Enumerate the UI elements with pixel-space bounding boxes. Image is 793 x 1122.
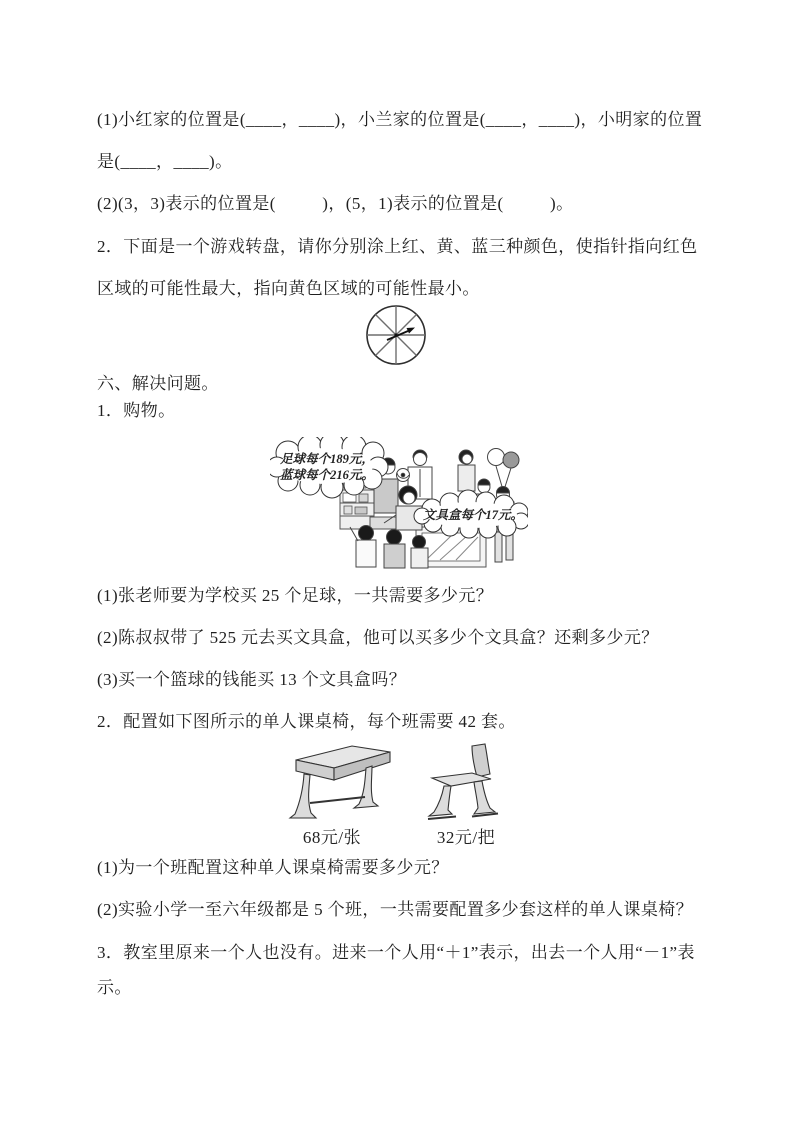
question-title: 2．配置如下图所示的单人课桌椅，每个班需要 42 套。: [97, 712, 516, 731]
question-line: (1)小红家的位置是(____，____)，小兰家的位置是(____，____)，小明家的位置: [97, 110, 703, 129]
question-line: (1)张老师要为学校买 25 个足球，一共需要多少元？: [97, 586, 494, 605]
desk-drawing: [290, 746, 390, 818]
question-line: 3．教室里原来一个人也没有。进来一个人用“＋1”表示，出去一个人用“－1”表: [97, 943, 695, 962]
desk-chair-illustration: [286, 742, 518, 828]
shopping-scene-illustration: [270, 437, 528, 572]
question-line: 区域的可能性最大，指向黄色区域的可能性最小。: [97, 279, 480, 298]
spinner-wheel-figure: [363, 302, 429, 368]
chair-drawing: [428, 744, 498, 819]
bubble-text: 蓝球每个216元。: [280, 468, 374, 482]
bubble-text: 足球每个189元，: [280, 452, 374, 466]
price-bubble-balls: [270, 437, 388, 498]
question-line: (2)(3，3)表示的位置是( )，(5，1)表示的位置是( )。: [97, 194, 574, 213]
desk-price-label: 68元/张: [302, 828, 362, 847]
question-line: 示。: [97, 978, 132, 997]
question-line: (2)陈叔叔带了 525 元去买文具盒，他可以买多少个文具盒？还剩多少元？: [97, 628, 659, 647]
question-line: (3)买一个篮球的钱能买 13 个文具盒吗？: [97, 670, 407, 689]
question-line: 是(____，____)。: [97, 152, 233, 171]
question-title: 1．购物。: [97, 401, 176, 420]
section-title: 六、解决问题。: [97, 374, 219, 393]
question-line: (1)为一个班配置这种单人课桌椅需要多少元？: [97, 858, 449, 877]
question-line: (2)实验小学一至六年级都是 5 个班，一共需要配置多少套这样的单人课桌椅？: [97, 900, 694, 919]
chair-price-label: 32元/把: [436, 828, 496, 847]
question-line: 2．下面是一个游戏转盘，请你分别涂上红、黄、蓝三种颜色，使指针指向红色: [97, 237, 698, 256]
bubble-text: 文具盒每个17元。: [422, 508, 524, 522]
